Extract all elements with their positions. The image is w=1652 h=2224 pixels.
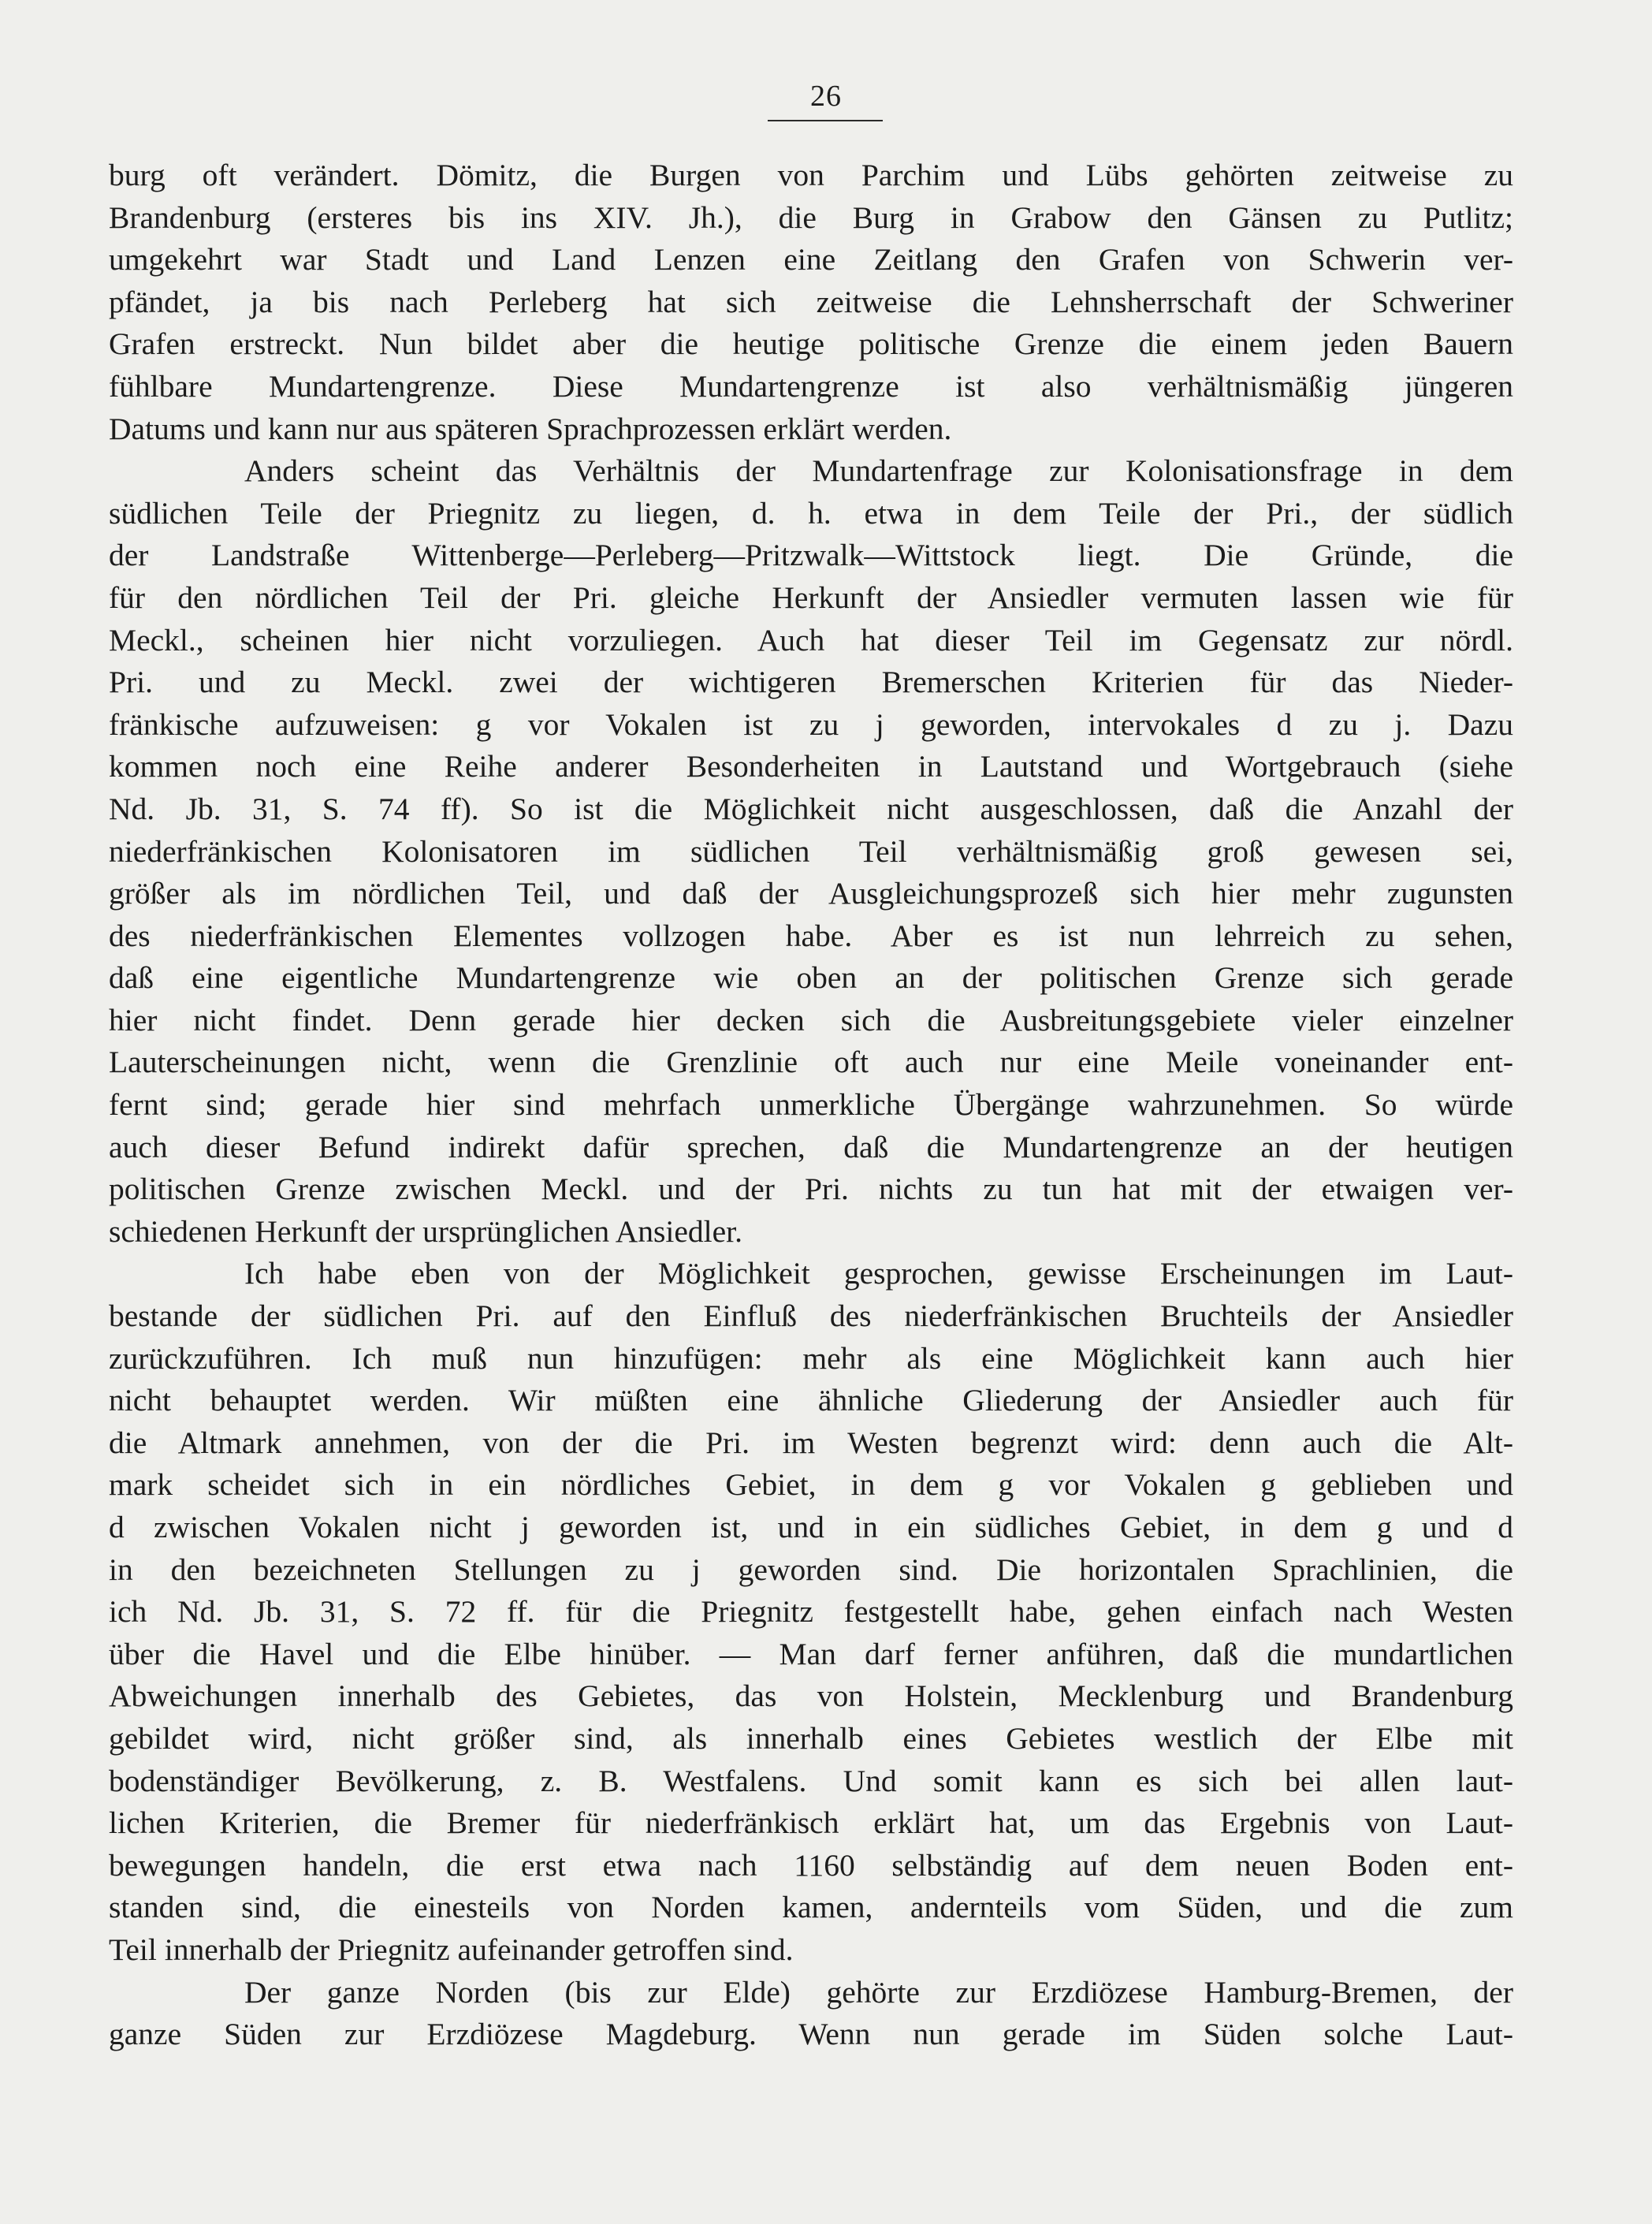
page-number-rule — [768, 120, 883, 121]
text-line: Der ganze Norden (bis zur Elde) gehörte zur Erzdiözese Hamburg-Bremen, der — [244, 1974, 1513, 2010]
text-line: Pri. und zu Meckl. zwei der wichtigeren Bremerschen Kriterien für das Nieder- — [109, 665, 1513, 700]
text-line: schiedenen Herkunft der ursprünglichen Ansiedler. — [109, 1213, 743, 1249]
text-line: Ich habe eben von der Möglichkeit gesprochen, gewisse Erscheinungen im Laut- — [244, 1256, 1513, 1291]
text-line: Abweichungen innerhalb des Gebietes, das von Holstein, Mecklenburg und Brandenburg — [109, 1678, 1513, 1714]
text-line: ich Nd. Jb. 31, S. 72 ff. für die Priegnitz festgestellt habe, gehen einfach nach Westen — [109, 1594, 1513, 1630]
text-line: Meckl., scheinen hier nicht vorzuliegen. Auch hat dieser Teil im Gegensatz zur nördl. — [109, 622, 1513, 658]
text-line: daß eine eigentliche Mundartengrenze wie oben an der politischen Grenze sich gerade — [109, 960, 1513, 996]
paragraph-3 — [109, 1253, 1513, 1971]
page-number: 26 — [810, 80, 842, 113]
text-line: Grafen erstreckt. Nun bildet aber die heutige politische Grenze die einem jeden Bauern — [109, 326, 1513, 362]
paragraph-1 — [109, 155, 1513, 450]
text-line: bodenständiger Bevölkerung, z. B. Westfalens. Und somit kann es sich bei allen laut- — [109, 1763, 1513, 1798]
body-text — [109, 155, 1513, 2056]
text-line: für den nördlichen Teil der Pri. gleiche Herkunft der Ansiedler vermuten lassen wie für — [109, 579, 1513, 615]
text-line: umgekehrt war Stadt und Land Lenzen eine Zeitlang den Grafen von Schwerin ver- — [109, 242, 1513, 278]
text-line: fränkische aufzuweisen: g vor Vokalen ist zu j geworden, intervokales d zu j. Dazu — [109, 706, 1513, 742]
text-line: Anders scheint das Verhältnis der Mundartenfrage zur Kolonisationsfrage in dem — [244, 453, 1513, 489]
text-line: fühlbare Mundartengrenze. Diese Mundartengrenze ist also verhältnismäßig jüngeren — [109, 368, 1513, 404]
paragraph-4 — [109, 1972, 1513, 2056]
text-line: zurückzuführen. Ich muß nun hinzufügen: mehr als eine Möglichkeit kann auch hier — [109, 1340, 1513, 1376]
text-line: Brandenburg (ersteres bis ins XIV. Jh.), die Burg in Grabow den Gänsen zu Putlitz; — [109, 199, 1513, 235]
text-line: bewegungen handeln, die erst etwa nach 1160 selbständig auf dem neuen Boden ent- — [109, 1847, 1513, 1883]
text-line: über die Havel und die Elbe hinüber. — Man darf ferner anführen, daß die mundartlichen — [109, 1636, 1513, 1671]
text-line: Teil innerhalb der Priegnitz aufeinander getroffen sind. — [109, 1932, 794, 1967]
text-line: gebildet wird, nicht größer sind, als innerhalb eines Gebietes westlich der Elbe mit — [109, 1720, 1513, 1756]
text-line: pfändet, ja bis nach Perleberg hat sich zeitweise die Lehnsherrschaft der Schweriner — [109, 284, 1513, 319]
text-line: d zwischen Vokalen nicht j geworden ist, und in ein südliches Gebiet, in dem g und d — [109, 1510, 1513, 1544]
text-line: in den bezeichneten Stellungen zu j geworden sind. Die horizontalen Sprachlinien, die — [109, 1552, 1513, 1587]
text-line: standen sind, die einesteils von Norden kamen, andernteils vom Süden, und die zum — [109, 1890, 1513, 1925]
text-line: größer als im nördlichen Teil, und daß der Ausgleichungsprozeß sich hier mehr zugunsten — [109, 876, 1513, 911]
text-line: auch dieser Befund indirekt dafür sprechen, daß die Mundartengrenze an der heutigen — [109, 1129, 1513, 1164]
text-line: Nd. Jb. 31, S. 74 ff). So ist die Möglichkeit nicht ausgeschlossen, daß die Anzahl der — [109, 791, 1513, 826]
text-line: Lauterscheinungen nicht, wenn die Grenzlinie oft auch nur eine Meile voneinander ent- — [109, 1045, 1513, 1080]
text-line: fernt sind; gerade hier sind mehrfach unmerkliche Übergänge wahrzunehmen. So würde — [109, 1087, 1513, 1123]
text-line: der Landstraße Wittenberge—Perleberg—Pritzwalk—Wittstock liegt. Die Gründe, die — [109, 538, 1513, 573]
text-line: politischen Grenze zwischen Meckl. und der Pri. nichts zu tun hat mit der etwaigen ver- — [109, 1172, 1513, 1207]
text-line: burg oft verändert. Dömitz, die Burgen von Parchim und Lübs gehörten zeitweise zu — [109, 158, 1513, 192]
text-line: des niederfränkischen Elementes vollzogen habe. Aber es ist nun lehrreich zu sehen, — [109, 918, 1513, 953]
text-line: die Altmark annehmen, von der die Pri. im Westen begrenzt wird: denn auch die Alt- — [109, 1425, 1513, 1460]
text-line: kommen noch eine Reihe anderer Besonderheiten in Lautstand und Wortgebrauch (siehe — [109, 749, 1513, 784]
text-line: hier nicht findet. Denn gerade hier decken sich die Ausbreitungsgebiete vieler einzelner — [109, 1002, 1513, 1037]
paragraph-2 — [109, 450, 1513, 1253]
text-line: bestande der südlichen Pri. auf den Einfluß des niederfränkischen Bruchteils der Ansiedler — [109, 1298, 1513, 1334]
text-line: niederfränkischen Kolonisatoren im südlichen Teil verhältnismäßig groß gewesen sei, — [109, 833, 1513, 869]
text-line: ganze Süden zur Erzdiözese Magdeburg. Wenn nun gerade im Süden solche Laut- — [109, 2017, 1513, 2052]
text-line: nicht behauptet werden. Wir müßten eine ähnliche Gliederung der Ansiedler auch für — [109, 1383, 1513, 1418]
text-line: lichen Kriterien, die Bremer für niederfränkisch erklärt hat, um das Ergebnis von Laut- — [109, 1805, 1513, 1841]
text-line: südlichen Teile der Priegnitz zu liegen, d. h. etwa in dem Teile der Pri., der südlich — [109, 495, 1513, 531]
text-line: mark scheidet sich in ein nördliches Gebiet, in dem g vor Vokalen g geblieben und — [109, 1467, 1513, 1503]
text-line: Datums und kann nur aus späteren Sprachprozessen erklärt werden. — [109, 411, 952, 446]
